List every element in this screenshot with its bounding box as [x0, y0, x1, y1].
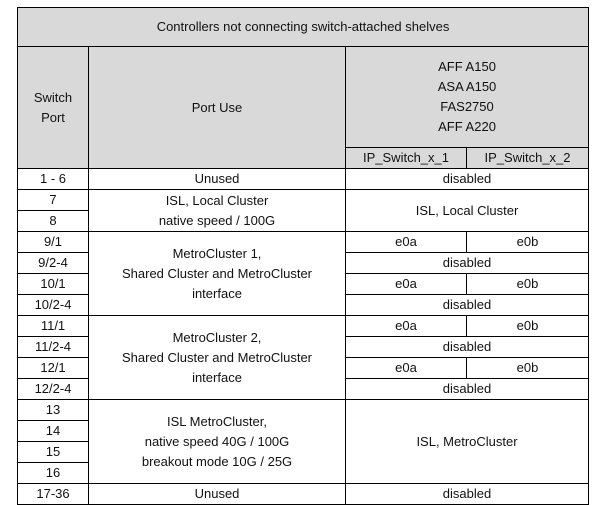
switch2-cell: e0b: [467, 232, 589, 253]
switch2-cell: e0b: [467, 358, 589, 379]
header-ip-switch-2: IP_Switch_x_2: [467, 148, 589, 169]
port-use-line: ISL, Local Cluster: [165, 192, 269, 208]
port-use-line: interface: [192, 369, 242, 385]
value-cell: disabled: [346, 295, 589, 316]
header-switch-port: [18, 47, 89, 169]
platform-name: AFF A150: [438, 59, 496, 74]
port-use-line: ISL MetroCluster,: [167, 413, 267, 429]
port-use-cell: [89, 316, 346, 400]
port-cell: 13: [18, 400, 89, 421]
header-platforms: [346, 47, 589, 148]
port-table-container: [17, 7, 589, 505]
table-row: [18, 169, 589, 190]
port-use-line: native speed 40G / 100G: [144, 433, 290, 449]
port-cell: 12/2-4: [18, 379, 89, 400]
port-cell: 11/2-4: [18, 337, 89, 358]
value-cell: disabled: [346, 379, 589, 400]
port-cell: 11/1: [18, 316, 89, 337]
header-switch-port-line2: Port: [41, 109, 65, 125]
port-cell: 17-36: [18, 484, 89, 505]
header-port-use: Port Use: [89, 47, 346, 169]
port-use-line: breakout mode 10G / 25G: [141, 453, 293, 469]
platform-name: ASA A150: [437, 79, 497, 94]
switch2-cell: e0b: [467, 316, 589, 337]
value-cell: disabled: [346, 484, 589, 505]
port-use-cell: Unused: [89, 484, 346, 505]
port-cell: 15: [18, 442, 89, 463]
table-row: [18, 190, 589, 211]
switch1-cell: e0a: [346, 358, 467, 379]
port-cell: 16: [18, 463, 89, 484]
port-cell: 10/2-4: [18, 295, 89, 316]
port-use-cell: Unused: [89, 169, 346, 190]
value-cell: disabled: [346, 169, 589, 190]
port-cell: 7: [18, 190, 89, 211]
platform-name: AFF A220: [438, 119, 496, 134]
port-use-line: interface: [192, 285, 242, 301]
platform-name: FAS2750: [440, 99, 494, 114]
header-ip-switch-1: IP_Switch_x_1: [346, 148, 467, 169]
table-title-row: [18, 8, 589, 47]
port-cell: 8: [18, 211, 89, 232]
port-use-cell: [89, 232, 346, 316]
switch1-cell: e0a: [346, 274, 467, 295]
value-cell: ISL, Local Cluster: [346, 190, 589, 232]
table-title: Controllers not connecting switch-attached shelves: [18, 8, 589, 47]
switch1-cell: e0a: [346, 232, 467, 253]
table-row: [18, 484, 589, 505]
port-cell: 1 - 6: [18, 169, 89, 190]
port-use-line: native speed / 100G: [158, 212, 276, 228]
port-assignment-table: [17, 7, 589, 505]
port-cell: 9/2-4: [18, 253, 89, 274]
switch1-cell: e0a: [346, 316, 467, 337]
port-cell: 14: [18, 421, 89, 442]
value-cell: disabled: [346, 253, 589, 274]
port-use-line: MetroCluster 1,: [172, 245, 262, 261]
port-cell: 9/1: [18, 232, 89, 253]
header-switch-port-line1: Switch: [33, 89, 73, 105]
port-use-cell: [89, 190, 346, 232]
table-row: [18, 232, 589, 253]
port-use-line: Shared Cluster and MetroCluster: [121, 349, 313, 365]
port-cell: 10/1: [18, 274, 89, 295]
port-use-line: MetroCluster 2,: [172, 329, 262, 345]
switch2-cell: e0b: [467, 274, 589, 295]
value-cell: ISL, MetroCluster: [346, 400, 589, 484]
port-use-line: Shared Cluster and MetroCluster: [121, 265, 313, 281]
table-row: [18, 316, 589, 337]
header-row-platforms: [18, 47, 589, 148]
port-cell: 12/1: [18, 358, 89, 379]
table-row: [18, 400, 589, 421]
port-use-cell: [89, 400, 346, 484]
value-cell: disabled: [346, 337, 589, 358]
